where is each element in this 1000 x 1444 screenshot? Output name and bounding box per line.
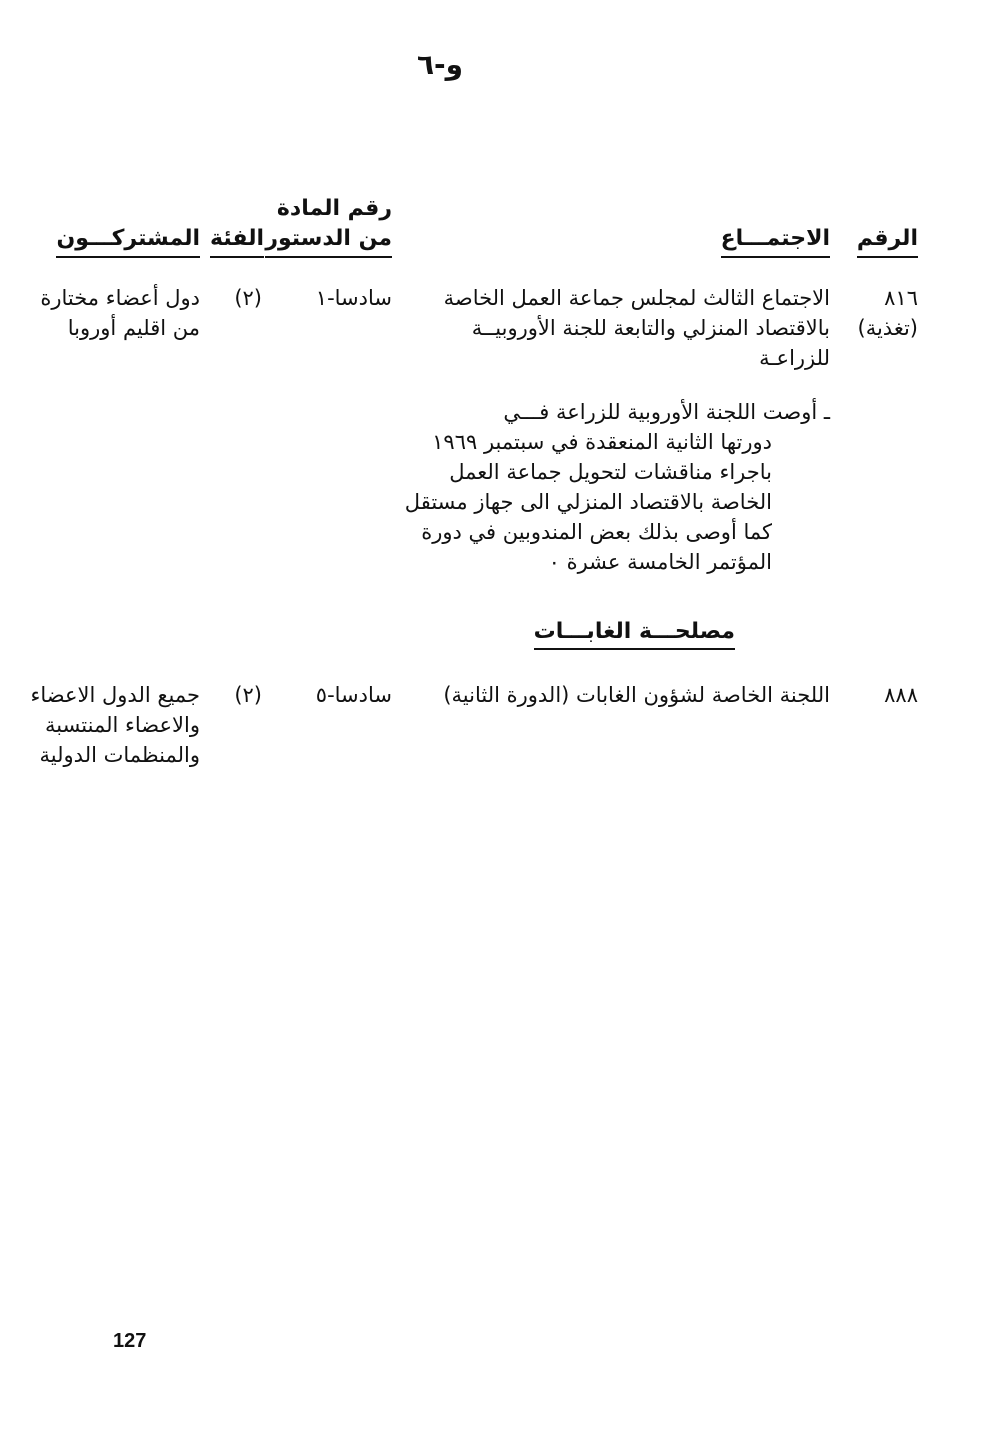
- row-number: ٨١٦: [884, 286, 918, 310]
- header-number: الرقم: [857, 224, 918, 258]
- note-line: دورتها الثانية المنعقدة في سبتمبر ١٩٦٩: [432, 430, 772, 454]
- row-816-meeting: [444, 283, 830, 373]
- row-816-note: [405, 397, 830, 577]
- header-article-line2: من الدستور: [265, 224, 392, 258]
- meeting-line: للزراعـة: [759, 346, 830, 370]
- row-888-category: (٢): [234, 683, 262, 707]
- row-816-number-cell: [858, 283, 919, 343]
- header-meeting: الاجتمـــاع: [721, 224, 830, 258]
- note-line: كما أوصى بذلك بعض المندوبين في دورة: [421, 520, 772, 544]
- participants-line: دول أعضاء مختارة: [40, 286, 200, 310]
- header-article-line1: رقم المادة: [276, 196, 392, 221]
- header-participants: المشتركـــون: [56, 224, 200, 258]
- row-number-note: (تغذية): [857, 316, 918, 340]
- section-title: مصلحـــة الغابـــات: [534, 619, 735, 650]
- row-816-participants: [40, 283, 200, 343]
- row-816-category: (٢): [234, 286, 262, 310]
- meeting-line: الاجتماع الثالث لمجلس جماعة العمل الخاصة: [443, 286, 830, 310]
- row-816-article: سادسا-١: [315, 286, 392, 310]
- participants-line: والمنظمات الدولية: [39, 743, 200, 767]
- header-category: الفئة: [210, 224, 264, 258]
- participants-line: والاعضاء المنتسبة: [44, 713, 200, 737]
- note-line: الخاصة بالاقتصاد المنزلي الى جهاز مستقل: [404, 490, 772, 514]
- meeting-line: بالاقتصاد المنزلي والتابعة للجنة الأوروبيــة: [471, 316, 830, 340]
- row-888-number: ٨٨٨: [884, 683, 918, 707]
- note-line: ـ أوصت اللجنة الأوروبية للزراعة فـــي: [503, 400, 830, 424]
- row-888-article: سادسا-٥: [315, 683, 392, 707]
- note-line: باجراء مناقشات لتحويل جماعة العمل: [449, 460, 772, 484]
- row-888-participants: [31, 680, 200, 770]
- participants-line: من اقليم أوروبا: [67, 316, 200, 340]
- header-article: [265, 194, 392, 258]
- page-marker: و-٦: [416, 48, 464, 81]
- row-888-meeting: اللجنة الخاصة لشؤون الغابات (الدورة الثانية): [443, 683, 830, 707]
- note-line: المؤتمر الخامسة عشرة ٠: [548, 550, 772, 574]
- page-number: 127: [113, 1330, 147, 1352]
- participants-line: جميع الدول الاعضاء: [30, 683, 200, 707]
